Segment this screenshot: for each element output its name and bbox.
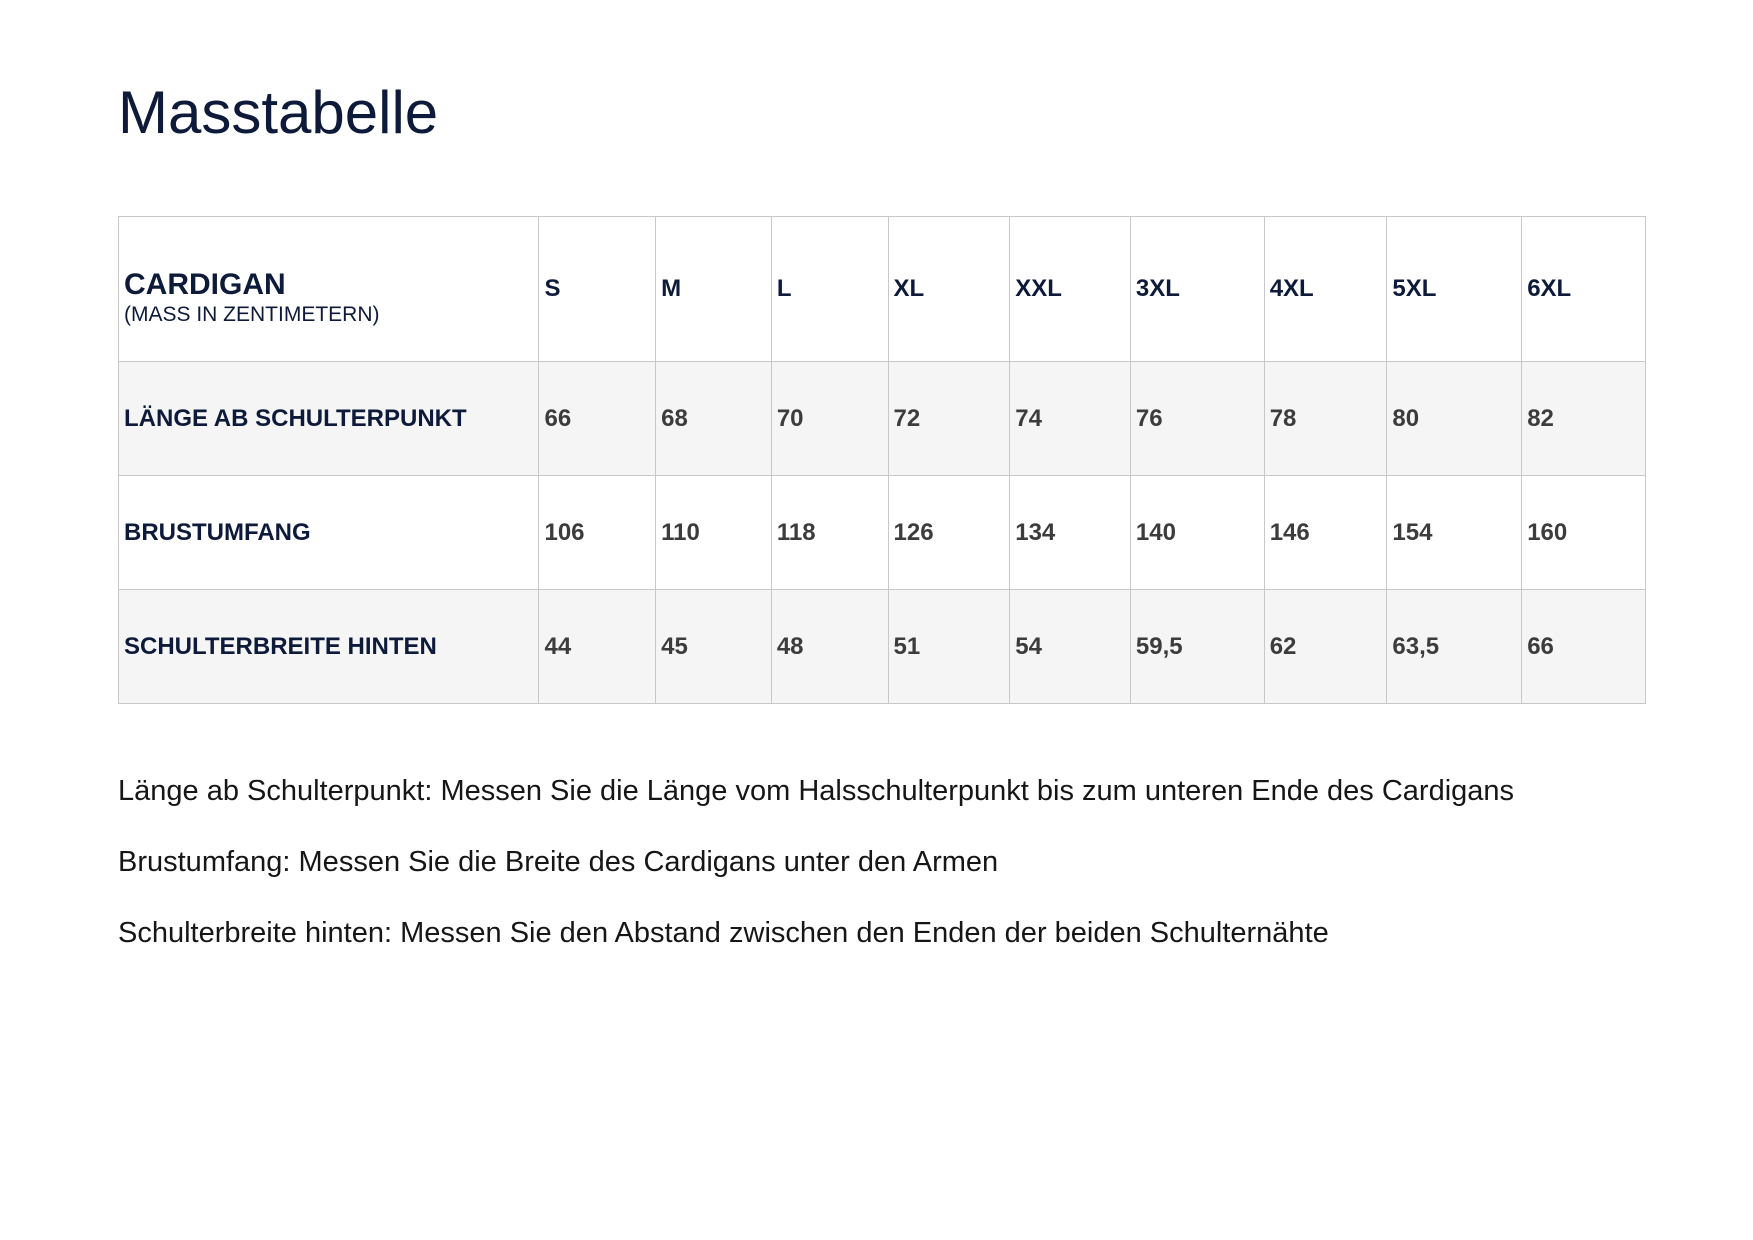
table-cell: 74 bbox=[1010, 362, 1131, 476]
size-header-xxl: XXL bbox=[1010, 217, 1131, 362]
note-schulterbreite: Schulterbreite hinten: Messen Sie den Abstand zwischen den Enden der beiden Schulternähte bbox=[118, 917, 1329, 949]
table-cell: 76 bbox=[1130, 362, 1264, 476]
size-header-l: L bbox=[771, 217, 888, 362]
table-cell: 140 bbox=[1130, 476, 1264, 590]
page-title: Masstabelle bbox=[118, 79, 439, 146]
size-header-xl: XL bbox=[888, 217, 1010, 362]
table-cell: 146 bbox=[1264, 476, 1387, 590]
size-header-s: S bbox=[539, 217, 656, 362]
table-cell: 44 bbox=[539, 590, 656, 704]
table-cell: 134 bbox=[1010, 476, 1131, 590]
row-label: LÄNGE AB SCHULTERPUNKT bbox=[119, 362, 539, 476]
table-cell: 66 bbox=[1522, 590, 1646, 704]
table-cell: 126 bbox=[888, 476, 1010, 590]
size-header-5xl: 5XL bbox=[1387, 217, 1522, 362]
table-row-laenge bbox=[119, 362, 1646, 476]
product-name: CARDIGAN bbox=[124, 268, 286, 301]
table-cell: 80 bbox=[1387, 362, 1522, 476]
row-label: SCHULTERBREITE HINTEN bbox=[119, 590, 539, 704]
table-cell: 68 bbox=[656, 362, 772, 476]
table-row-schulterbreite bbox=[119, 590, 1646, 704]
table-cell: 54 bbox=[1010, 590, 1131, 704]
size-chart-table bbox=[118, 216, 1646, 704]
unit-note: (MASS IN ZENTIMETERN) bbox=[124, 303, 380, 326]
size-header-4xl: 4XL bbox=[1264, 217, 1387, 362]
note-brustumfang: Brustumfang: Messen Sie die Breite des Cardigans unter den Armen bbox=[118, 846, 999, 878]
table-cell: 110 bbox=[656, 476, 772, 590]
table-cell: 82 bbox=[1522, 362, 1646, 476]
table-cell: 63,5 bbox=[1387, 590, 1522, 704]
size-header-3xl: 3XL bbox=[1130, 217, 1264, 362]
table-cell: 106 bbox=[539, 476, 656, 590]
table-cell: 66 bbox=[539, 362, 656, 476]
table-cell: 48 bbox=[771, 590, 888, 704]
table-cell: 51 bbox=[888, 590, 1010, 704]
table-cell: 59,5 bbox=[1130, 590, 1264, 704]
row-label: BRUSTUMFANG bbox=[119, 476, 539, 590]
table-cell: 72 bbox=[888, 362, 1010, 476]
table-cell: 62 bbox=[1264, 590, 1387, 704]
measurement-notes bbox=[118, 775, 1648, 988]
size-header-6xl: 6XL bbox=[1522, 217, 1646, 362]
table-cell: 154 bbox=[1387, 476, 1522, 590]
table-cell: 118 bbox=[771, 476, 888, 590]
table-cell: 70 bbox=[771, 362, 888, 476]
table-corner-cell bbox=[119, 217, 539, 362]
table-cell: 45 bbox=[656, 590, 772, 704]
note-laenge: Länge ab Schulterpunkt: Messen Sie die Länge vom Halsschulterpunkt bis zum unteren Ende des Cardigans bbox=[118, 775, 1515, 807]
table-cell: 78 bbox=[1264, 362, 1387, 476]
table-header-row bbox=[119, 217, 1646, 362]
size-header-m: M bbox=[656, 217, 772, 362]
table-cell: 160 bbox=[1522, 476, 1646, 590]
table-row-brustumfang bbox=[119, 476, 1646, 590]
